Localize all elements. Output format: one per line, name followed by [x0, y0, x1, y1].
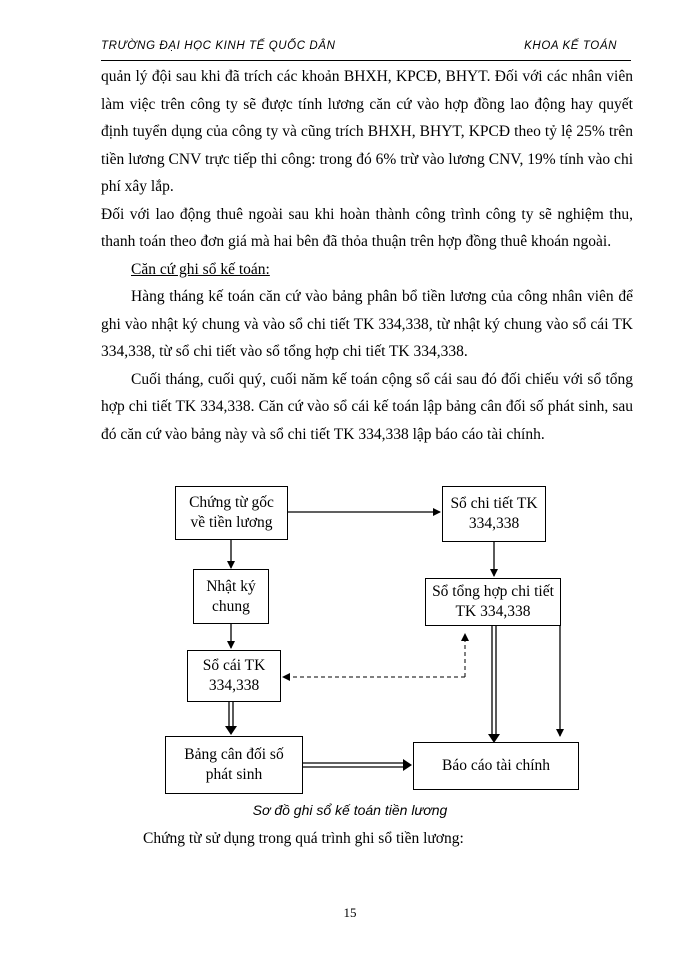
paragraph-period-end: Cuối tháng, cuối quý, cuối năm kế toán cộng sổ cái sau đó đối chiếu với sổ tổng hợp chi tiết TK 334,338. Căn cứ vào sổ cái kế toán lập bảng cân đối số phát sinh, sau đó căn cứ vào bảng này và sổ chi tiết TK 334,338 lập báo cáo tài chính.: [101, 370, 633, 443]
node-source-documents: Chứng từ gốc về tiền lương: [175, 486, 288, 540]
node-trial-balance: Bảng cân đối số phát sinh: [165, 736, 303, 794]
paragraph-monthly-recording: Hàng tháng kế toán căn cứ vào bảng phân bổ tiền lương của công nhân viên để ghi vào nhật ký chung và vào sổ chi tiết TK 334,338, từ nhật ký chung vào sổ cái TK 334,338, từ sổ chi tiết vào sổ tổng hợp chi tiết TK 334,338.: [101, 288, 633, 360]
paragraph-documents-used: Chứng từ sử dụng trong quá trình ghi sổ tiền lương:: [143, 830, 464, 847]
double-arrow-balance-to-report-head: [403, 759, 412, 771]
paragraph-outsourced-labor: Đối với lao động thuê ngoài sau khi hoàn thành công trình công ty sẽ nghiệm thu, thanh toán theo đơn giá mà hai bên đã thỏa thuận trên hợp đồng thuê khoán ngoài.: [101, 205, 633, 250]
node-detail-ledger: Sổ chi tiết TK 334,338: [442, 486, 546, 542]
node-general-journal: Nhật ký chung: [193, 569, 269, 624]
node-general-ledger: Sổ cái TK 334,338: [187, 650, 281, 702]
header-faculty-name: KHOA KẾ TOÁN: [524, 40, 617, 52]
node-summary-detail: Sổ tổng hợp chi tiết TK 334,338: [425, 578, 561, 626]
page-number: 15: [343, 905, 357, 920]
diagram-caption: Sơ đồ ghi sổ kế toán tiền lương: [252, 802, 448, 818]
double-arrow-ledger-to-balance-head: [225, 726, 237, 735]
section-heading: Căn cứ ghi sổ kế toán:: [131, 260, 270, 278]
header-school-name: TRƯỜNG ĐẠI HỌC KINH TẾ QUỐC DÂN: [101, 40, 336, 52]
paragraph-salary-calculation: quản lý đội sau khi đã trích các khoản BHXH, KPCĐ, BHYT. Đối với các nhân viên làm việc trên công ty sẽ được tính lương căn cứ vào hợp đồng lao động hay quyết định tuyển dụng của công ty và cũng trích BHXH, BHYT, KPCĐ theo tỷ lệ 25% trên tiền lương CNV trực tiếp thi công: trong đó 6% trừ vào lương CNV, 19% tính vào chi phí xây lắp.: [101, 68, 633, 195]
node-financial-report: Báo cáo tài chính: [413, 742, 579, 790]
